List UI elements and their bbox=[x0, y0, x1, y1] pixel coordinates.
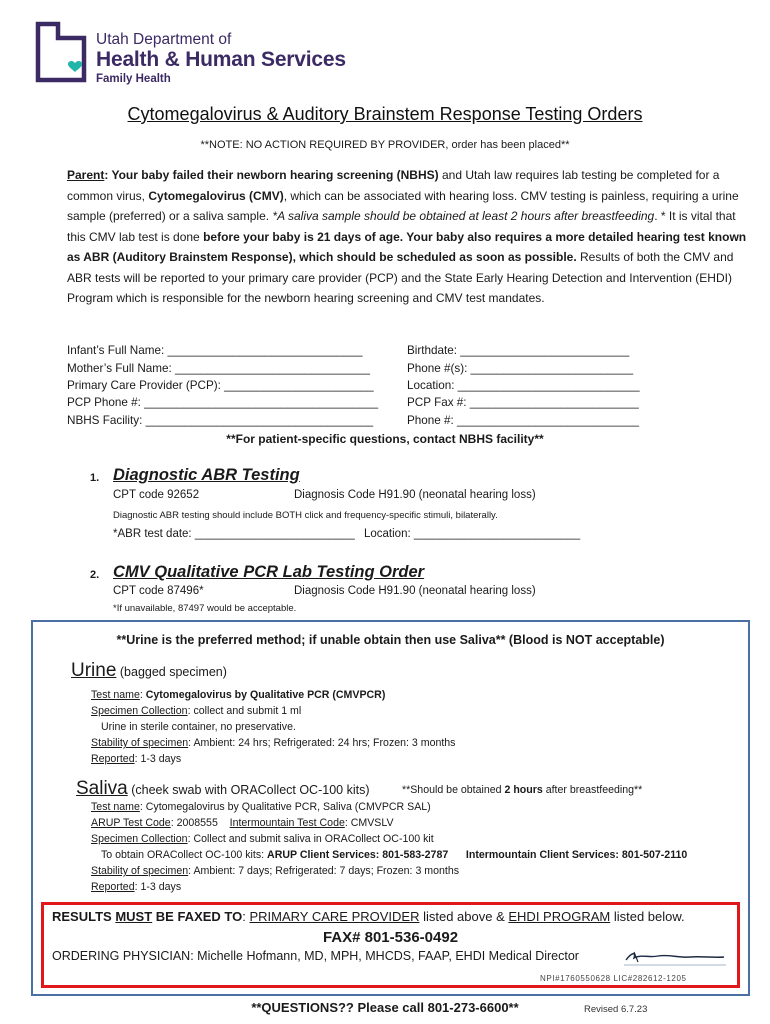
section1-title: Diagnostic ABR Testing bbox=[113, 466, 300, 484]
intro-cmv: Cytomegalovirus (CMV) bbox=[148, 188, 284, 203]
intro-part4: , which can be associated with hearing loss. CMV testing is painless, requiring a urine sample (preferred) or a saliva sample. bbox=[67, 188, 739, 223]
urine-test-name: Test name: Cytomegalovirus by Qualitative PCR (CMVPCR) bbox=[91, 689, 386, 701]
abr-test-date-field[interactable]: *ABR test date: _________________________ bbox=[113, 528, 355, 540]
urine-reported: Reported: 1-3 days bbox=[91, 753, 182, 765]
saliva-breastfeeding-note: **Should be obtained 2 hours after breastfeeding** bbox=[402, 784, 643, 796]
saliva-test-codes: ARUP Test Code: 2008555 Intermountain Test Code: CMVSLV bbox=[91, 817, 394, 829]
specimen-heading: **Urine is the preferred method; if unable obtain then use Saliva** (Blood is NOT acceptable) bbox=[116, 633, 665, 647]
physician-signature bbox=[620, 948, 730, 968]
provider-note: **NOTE: NO ACTION REQUIRED BY PROVIDER, order has been placed** bbox=[200, 139, 570, 151]
section1-cpt: CPT code 92652 bbox=[113, 489, 200, 501]
birthdate-field[interactable]: Birthdate: __________________________ bbox=[407, 344, 630, 357]
questions-contact: **QUESTIONS?? Please call 801-273-6600** bbox=[251, 1000, 519, 1015]
saliva-label: Saliva bbox=[76, 778, 128, 799]
location-field[interactable]: Location: ____________________________ bbox=[407, 379, 640, 392]
section1-diagnosis: Diagnosis Code H91.90 (neonatal hearing loss) bbox=[294, 489, 536, 501]
section2-title: CMV Qualitative PCR Lab Testing Order bbox=[113, 563, 425, 581]
npi-license: NPI#1760550628 LIC#282612-1205 bbox=[540, 974, 687, 983]
org-name-line2: Health & Human Services bbox=[96, 48, 346, 71]
parent-notice-paragraph bbox=[67, 165, 747, 309]
intro-part6: . * It is vital that this CMV lab test is done bbox=[67, 209, 736, 244]
urine-heading bbox=[71, 660, 227, 682]
saliva-heading bbox=[76, 778, 370, 800]
urine-label: Urine bbox=[71, 660, 117, 681]
org-division: Family Health bbox=[96, 73, 171, 85]
ordering-physician: ORDERING PHYSICIAN: Michelle Hofmann, MD, MPH, MHCDS, FAAP, EHDI Medical Director bbox=[52, 949, 579, 963]
results-instructions: RESULTS MUST BE FAXED TO: PRIMARY CARE PROVIDER listed above & EHDI PROGRAM listed below. bbox=[52, 909, 685, 924]
section2-number: 2. bbox=[90, 569, 100, 581]
mother-name-field[interactable]: Mother’s Full Name: ______________________________ bbox=[67, 362, 371, 375]
section1-note: Diagnostic ABR testing should include BOTH click and frequency-specific stimuli, bilaterally. bbox=[113, 510, 498, 521]
urine-collection-line2: Urine in sterile container, no preservative. bbox=[101, 721, 296, 733]
fax-number: FAX# 801-536-0492 bbox=[322, 929, 459, 946]
saliva-stability: Stability of specimen: Ambient: 7 days; Refrigerated: 7 days; Frozen: 3 months bbox=[91, 865, 460, 877]
intro-part8: Results of both the CMV and ABR tests will be reported to your primary care provider (PCP) and the State Early Hearing Detection and Intervention (EHDI) Program which is responsible for the newborn hearing screening and CMV test mandates. bbox=[67, 250, 734, 305]
parent-label: Parent bbox=[67, 168, 105, 182]
nbhs-facility-field[interactable]: NBHS Facility: ___________________________________ bbox=[67, 414, 374, 427]
pcp-fax-field[interactable]: PCP Fax #: __________________________ bbox=[407, 396, 639, 409]
section2-cpt: CPT code 87496* bbox=[113, 585, 204, 597]
org-name-line1: Utah Department of bbox=[96, 31, 232, 48]
saliva-reported: Reported: 1-3 days bbox=[91, 881, 182, 893]
abr-location-field[interactable]: Location: __________________________ bbox=[364, 528, 581, 540]
pcp-field[interactable]: Primary Care Provider (PCP): _______________________ bbox=[67, 379, 374, 392]
urine-collection: Specimen Collection: collect and submit 1 ml bbox=[91, 705, 302, 717]
patient-questions-note: **For patient-specific questions, contact NBHS facility** bbox=[226, 432, 544, 446]
section2-diagnosis: Diagnosis Code H91.90 (neonatal hearing loss) bbox=[294, 585, 536, 597]
facility-phone-field[interactable]: Phone #: ____________________________ bbox=[407, 414, 640, 427]
saliva-collection: Specimen Collection: Collect and submit saliva in ORACollect OC-100 kit bbox=[91, 833, 434, 845]
intro-part2: and Utah law requires lab testing be completed for a common virus, bbox=[67, 168, 720, 203]
infant-name-field[interactable]: Infant’s Full Name: ______________________________ bbox=[67, 344, 363, 357]
intro-saliva-note: *A saliva sample should be obtained at least 2 hours after breastfeeding bbox=[272, 209, 655, 223]
urine-subtitle: (bagged specimen) bbox=[116, 665, 227, 679]
section1-number: 1. bbox=[90, 472, 100, 484]
phone-field[interactable]: Phone #(s): _________________________ bbox=[407, 362, 634, 375]
pcp-phone-field[interactable]: PCP Phone #: ____________________________________ bbox=[67, 396, 379, 409]
page-title: Cytomegalovirus & Auditory Brainstem Response Testing Orders bbox=[127, 104, 643, 124]
intro-deadline: before your baby is 21 days of age. Your baby also requires a more detailed hearing test known as ABR (Auditory Brainstem Response), which should be scheduled as soon as possible. bbox=[67, 229, 747, 264]
heart-icon bbox=[68, 61, 82, 72]
saliva-kit-contacts: To obtain ORACollect OC-100 kits: ARUP Client Services: 801-583-2787 Intermountain Client Services: 801-507-2110 bbox=[101, 849, 688, 861]
urine-stability: Stability of specimen: Ambient: 24 hrs; Refrigerated: 24 hrs; Frozen: 3 months bbox=[91, 737, 456, 749]
saliva-subtitle: (cheek swab with ORACollect OC-100 kits) bbox=[127, 783, 370, 797]
revision-date: Revised 6.7.23 bbox=[584, 1004, 648, 1015]
intro-part1: : Your baby failed their newborn hearing screening (NBHS) bbox=[104, 168, 439, 182]
section2-note: *If unavailable, 87497 would be acceptable. bbox=[113, 603, 297, 614]
utah-state-logo bbox=[34, 20, 94, 86]
saliva-test-name: Test name: Cytomegalovirus by Qualitative PCR, Saliva (CMVPCR SAL) bbox=[91, 801, 431, 813]
